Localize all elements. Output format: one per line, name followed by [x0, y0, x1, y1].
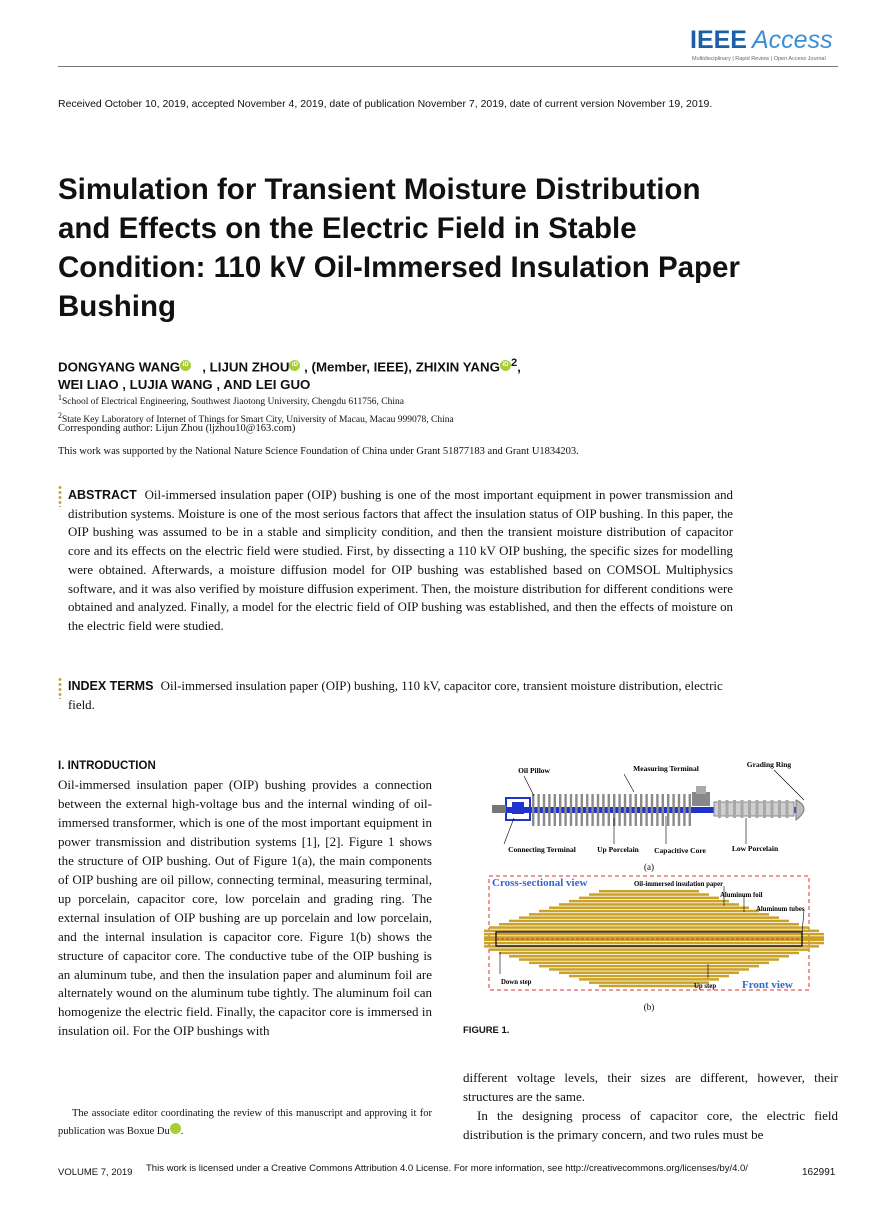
- insulation-paper-layer: [549, 907, 749, 910]
- porcelain-shed: [586, 794, 588, 826]
- paper-title: Simulation for Transient Moisture Distribution and Effects on the Electric Field in Stable Condition: 110 kV Oil-Immersed Insulation Paper Bushing: [58, 173, 740, 323]
- header-divider: [58, 66, 838, 67]
- corresponding-author: Corresponding author: Lijun Zhou (ljzhou10@163.com): [58, 423, 296, 434]
- porcelain-shed: [581, 794, 583, 826]
- funding-note: This work was supported by the National Nature Science Foundation of China under Grant 51877183 and Grant U1834203.: [58, 446, 579, 457]
- porcelain-shed: [689, 794, 691, 826]
- label-cross-sectional-view: Cross-sectional view: [492, 877, 588, 889]
- porcelain-shed: [564, 794, 566, 826]
- abstract: [68, 486, 733, 636]
- porcelain-shed: [543, 794, 545, 826]
- insulation-paper-layer: [599, 890, 699, 893]
- footer-license[interactable]: This work is licensed under a Creative Commons Attribution 4.0 License. For more information, see http://creativecommons.org/licenses/by/4.0/: [146, 1163, 748, 1174]
- affiliation-2-number: 2: [58, 411, 62, 421]
- insulation-paper-layer: [484, 936, 824, 939]
- index-terms-label: INDEX TERMS: [68, 679, 154, 693]
- porcelain-shed: [678, 794, 680, 826]
- bushing-drawing: [492, 770, 804, 844]
- porcelain-shed: [537, 794, 539, 826]
- porcelain-shed: [554, 794, 556, 826]
- author-list-line-2: WEI LIAO , LUJIA WANG , AND LEI GUO: [58, 377, 311, 393]
- insulation-paper-layer: [529, 913, 769, 916]
- affiliation-1: School of Electrical Engineering, Southwest Jiaotong University, Chengdu 611756, China: [61, 397, 404, 408]
- insulation-paper-layer: [499, 923, 799, 926]
- label-connecting-terminal: Connecting Terminal: [508, 845, 576, 854]
- insulation-paper-layer: [509, 955, 789, 958]
- porcelain-shed: [778, 800, 781, 818]
- orcid-icon[interactable]: iD: [180, 360, 191, 371]
- insulation-paper-layer: [499, 952, 799, 955]
- label-oil-immersed-paper: Oil-immersed insulation paper: [634, 881, 724, 888]
- label-up-porcelain: Up Porcelain: [597, 845, 639, 854]
- porcelain-shed: [575, 794, 577, 826]
- affiliations: [58, 391, 454, 427]
- figure-1: [484, 756, 824, 1018]
- porcelain-shed: [651, 794, 653, 826]
- porcelain-shed: [548, 794, 550, 826]
- porcelain-shed: [756, 800, 759, 818]
- footer-page-number: 162991: [802, 1167, 836, 1178]
- porcelain-shed: [645, 794, 647, 826]
- insulation-paper-layer: [559, 903, 739, 906]
- porcelain-shed: [683, 794, 685, 826]
- label-oil-pillow: Oil Pillow: [518, 766, 550, 775]
- insulation-paper-layer: [509, 920, 789, 923]
- insulation-paper-layer: [484, 933, 824, 936]
- insulation-paper-layer: [579, 978, 719, 981]
- editor-note-text: The associate editor coordinating the review of this manuscript and approving it for publication was Boxue Du: [58, 1108, 432, 1137]
- insulation-paper-layer: [489, 926, 809, 929]
- porcelain-shed: [640, 794, 642, 826]
- porcelain-shed: [570, 794, 572, 826]
- right-paragraph-2: In the designing process of capacitor core, the electric field distribution is the primary concern, and two rules must be: [463, 1107, 838, 1142]
- insulation-paper-layer: [569, 975, 729, 978]
- sublabel-b: (b): [643, 1002, 655, 1012]
- introduction-body: Oil-immersed insulation paper (OIP) bushing provides a connection between the external high-voltage bus and the internal winding of oil-immersed transformer, which is one of the most important equipment in power transmission and distribution systems [1], [2]. Figure 1 shows the structure of OIP bushing. Out of Figure 1(a), the main components of OIP bushing are oil pillow, connecting terminal, measuring terminal, up porcelain, capacitor core, low porcelain and grading ring. The external insulation of OIP bushing are up porcelain and low porcelain, and the internal insulation is capacitor core. Figure 1(b) shows the structure of capacitor core. The conductive tube of the OIP bushing is an aluminum tube, and then the insulation paper and aluminum foil are alternately wound on the aluminum tube tightly. The aluminum foil can homogenize the electric field. Finally, the capacitor core is immersed in insulation oil. For the OIP bushings with: [58, 777, 432, 1039]
- abstract-text: Oil-immersed insulation paper (OIP) bushing is one of the most important equipment in power transmission and distribution systems. Moisture is one of the most serious factors that affect the insulation status of OIP bushing. In this paper, the OIP bushing was assumed to be in a stable and simplicity condition, and then the transient moisture distribution of capacitor core and its effects on the electric field were studied. First, by dissecting a 110 kV OIP bushing, the specific sizes for modelling were obtained. Afterwards, a moisture diffusion model for OIP bushing was established based on COMSOL Multiphysics software, and it was also verified by moisture diffusion experiment. Then, the moisture distribution for different conditions were obtained and analyzed. Finally, a model for the electric field of OIP bushing was established, and then the effects of moisture on the electric field were studied.: [68, 488, 733, 633]
- author-list: DONGYANG WANG iD , LIJUN ZHOU iD , (Member, IEEE), ZHIXIN YANG iD $^2$, WEI LIAO , LUJIA WANG , AND LEI GUO: [58, 357, 521, 393]
- orcid-icon[interactable]: iD: [170, 1123, 181, 1134]
- label-aluminum-foil: Aluminum foil: [720, 892, 763, 899]
- affiliation-1-number: 1: [58, 393, 62, 402]
- footer-volume: VOLUME 7, 2019: [58, 1167, 133, 1178]
- figure-caption: FIGURE 1.: [463, 1025, 510, 1036]
- insulation-paper-layer: [579, 897, 719, 900]
- label-up-step: Up step: [694, 983, 717, 990]
- porcelain-shed: [635, 794, 637, 826]
- journal-logo: [690, 26, 840, 66]
- porcelain-shed: [771, 800, 774, 818]
- sublabel-a: (a): [644, 862, 654, 872]
- insulation-paper-layer: [489, 948, 809, 951]
- label-measuring-terminal: Measuring Terminal: [633, 764, 699, 773]
- insulation-paper-layer: [484, 942, 824, 945]
- porcelain-shed: [624, 794, 626, 826]
- porcelain-shed: [786, 800, 789, 818]
- porcelain-shed: [629, 794, 631, 826]
- author-3-affiliation: 2: [510, 357, 518, 369]
- right-paragraph-1: different voltage levels, their sizes are different, however, their structures are the same.: [463, 1070, 838, 1104]
- label-front-view: Front view: [742, 979, 793, 991]
- label-down-step: Down step: [501, 979, 532, 986]
- figure-1-graphic: [484, 756, 824, 1018]
- porcelain-shed: [733, 800, 736, 818]
- insulation-paper-layer: [559, 972, 739, 975]
- insulation-paper-layer: [519, 916, 779, 919]
- abstract-marker-icon: [58, 485, 62, 507]
- insulation-paper-layer: [539, 965, 759, 968]
- right-column-text: [463, 1069, 838, 1145]
- label-aluminum-tubes: Aluminum tubes: [756, 906, 805, 913]
- insulation-paper-layer: [539, 910, 759, 913]
- abstract-label: ABSTRACT: [68, 488, 137, 502]
- author-2: , LIJUN ZHOU: [202, 359, 290, 375]
- insulation-paper-layer: [529, 962, 769, 965]
- porcelain-shed: [741, 800, 744, 818]
- orcid-icon[interactable]: iD: [500, 360, 511, 371]
- section-heading-introduction: I. INTRODUCTION: [58, 760, 156, 772]
- received-dates: Received October 10, 2019, accepted November 4, 2019, date of publication November 7, 2019, date of current version November 19, 2019.: [58, 98, 713, 110]
- editor-note: The associate editor coordinating the review of this manuscript and approving it for publication was Boxue Du iD.: [58, 1108, 432, 1137]
- porcelain-shed: [718, 800, 721, 818]
- porcelain-shed: [608, 794, 610, 826]
- label-grading-ring: Grading Ring: [746, 760, 792, 769]
- orcid-icon[interactable]: iD: [289, 360, 300, 371]
- porcelain-shed: [763, 800, 766, 818]
- insulation-paper-layer: [589, 893, 709, 896]
- porcelain-shed: [597, 794, 599, 826]
- porcelain-shed: [559, 794, 561, 826]
- insulation-paper-layer: [549, 968, 749, 971]
- porcelain-shed: [726, 800, 729, 818]
- porcelain-shed: [656, 794, 658, 826]
- insulation-paper-layer: [569, 900, 729, 903]
- affiliation-2: State Key Laboratory of Internet of Things for Smart City, University of Macau, Macau 999078, China: [61, 415, 454, 426]
- index-terms-text: Oil-immersed insulation paper (OIP) bushing, 110 kV, capacitor core, transient moisture distribution, electric field.: [68, 679, 723, 712]
- logo-ieee: IEEE: [690, 26, 747, 54]
- porcelain-shed: [662, 794, 664, 826]
- porcelain-shed: [591, 794, 593, 826]
- index-terms-marker-icon: [58, 677, 62, 699]
- label-low-porcelain: Low Porcelain: [731, 844, 779, 853]
- porcelain-shed: [667, 794, 669, 826]
- porcelain-shed: [602, 794, 604, 826]
- label-capacitive-core: Capacitive Core: [654, 846, 706, 855]
- insulation-paper-layer: [589, 981, 709, 984]
- logo-access: Access: [752, 26, 833, 54]
- index-terms: [68, 677, 733, 714]
- insulation-paper-layer: [519, 958, 779, 961]
- porcelain-shed: [532, 794, 534, 826]
- author-2-membership: , (Member, IEEE), ZHIXIN YANG: [304, 359, 500, 375]
- porcelain-shed: [618, 794, 620, 826]
- insulation-paper-layer: [599, 985, 699, 988]
- logo-tagline: Multidisciplinary | Rapid Review | Open Access Journal: [692, 56, 826, 62]
- porcelain-shed: [672, 794, 674, 826]
- author-1: DONGYANG WANG: [58, 359, 181, 375]
- porcelain-shed: [748, 800, 751, 818]
